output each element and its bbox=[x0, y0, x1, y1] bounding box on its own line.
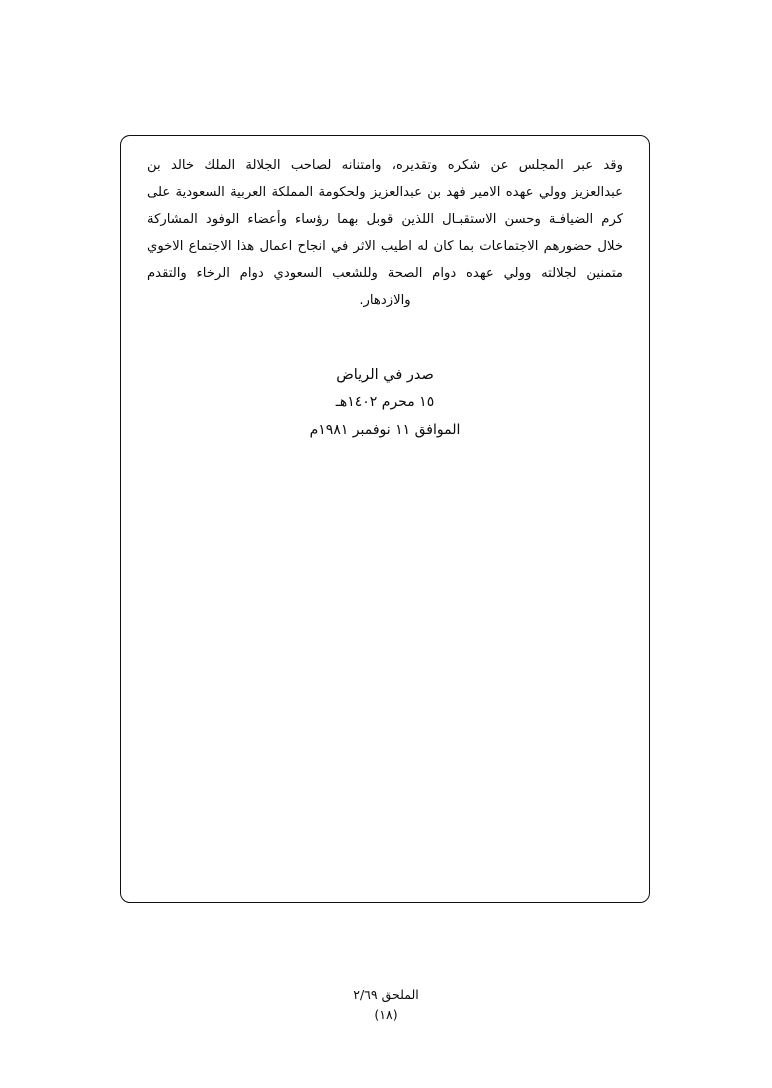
footer-reference: الملحق ٢/٦٩ bbox=[353, 987, 419, 1002]
closing-hijri-date: ١٥ محرم ١٤٠٢هـ bbox=[335, 394, 435, 411]
document-content-frame bbox=[120, 135, 650, 903]
page-footer bbox=[0, 985, 772, 1025]
closing-gregorian-date: الموافق ١١ نوفمبر ١٩٨١م bbox=[309, 421, 461, 438]
footer-page-number: (١٨) bbox=[374, 1007, 398, 1022]
closing-place-line: صدر في الرياض bbox=[336, 367, 434, 383]
body-text-block bbox=[147, 152, 623, 314]
closing-block bbox=[121, 361, 649, 444]
body-paragraph: وقد عبر المجلس عن شكره وتقديره، وامتنانه لصاحب الجلالة الملك خالد بن عبدالعزيز وولي عهده الامير فهد بن عبدالعزيز ولحكومة المملكة العربية السعودية على كرم الضيافـة وحسن الاستقبـال اللذين قوبل بهما رؤساء وأعضاء الوفود المشاركة خلال حضورهم الاجتماعات بما كان له اطيب الاثر في انجاح اعمال هذا الاجتماع الاخوي متمنين لجلالته وولي عهده دوام الصحة وللشعب السعودي دوام الرخاء والتقدم والازدهار. bbox=[147, 158, 623, 309]
